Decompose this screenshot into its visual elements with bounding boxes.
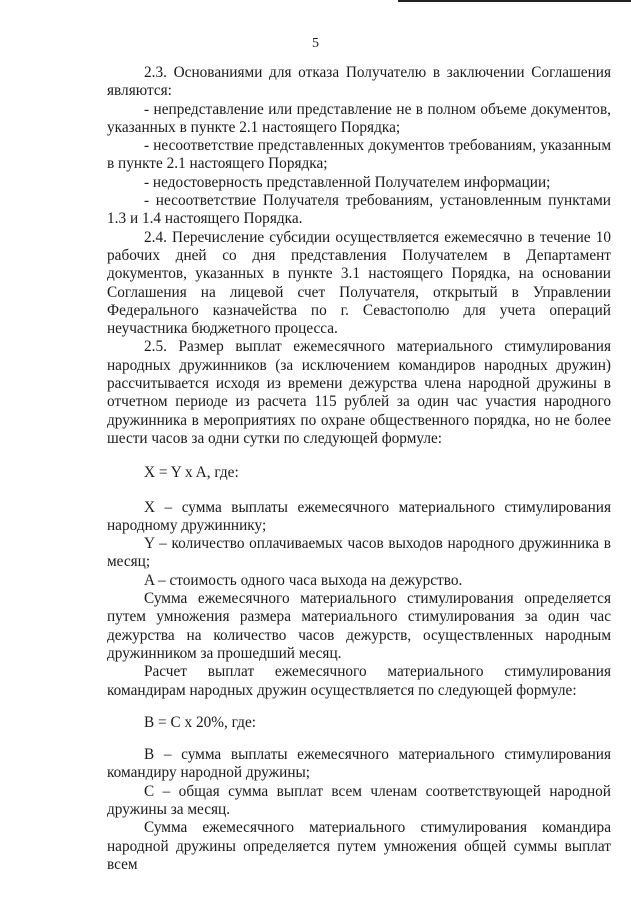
list-item: - недостоверность представленной Получателем информации; xyxy=(144,173,551,191)
paragraph: Сумма ежемесячного материального стимулирования определяется путем умножения размера материального стимулирования за один час дежурства на количество часов дежурств, осуществленных народным дружинником за прошедший месяц. xyxy=(107,590,611,662)
document-body xyxy=(107,64,611,874)
formula-definition-x: X – сумма выплаты ежемесячного материального стимулирования народному дружиннику; xyxy=(107,498,611,534)
paragraph-2-5: 2.5. Размер выплат ежемесячного материального стимулирования народных дружинников (за исключением командиров народных дружин) рассчитывается исходя из времени дежурства члена народной дружины в отчетном периоде из расчета 115 рублей за один час участия народного дружинника в мероприятиях по охране общественного порядка, но не более шести часов за одни сутки по следующей формуле: xyxy=(107,338,611,447)
list-item: - непредставление или представление не в полном объеме документов, указанных в пункте 2.1 настоящего Порядка; xyxy=(107,100,611,136)
paragraph: Сумма ежемесячного материального стимулирования командира народной дружины определяется путем умножения общей суммы выплат всем xyxy=(107,819,611,873)
formula-x: X = Y x A, где: xyxy=(144,464,239,482)
paragraph-2-3: 2.3. Основаниями для отказа Получателю в заключении Соглашения являются: xyxy=(107,64,611,100)
formula-definition-a: A – стоимость одного часа выхода на дежурство. xyxy=(144,571,463,589)
paragraph-2-4: 2.4. Перечисление субсидии осуществляется ежемесячно в течение 10 рабочих дней со дня представления Получателем в Департамент документов, указанных в пункте 3.1 настоящего Порядка, на основании Соглашения на лицевой счет Получателя, открытый в Управлении Федерального казначейства по г. Севастополю для учета операций неучастника бюджетного процесса. xyxy=(107,228,611,338)
list-item: - несоответствие Получателя требованиям, установленным пунктами 1.3 и 1.4 настоящего Порядка. xyxy=(107,192,611,228)
formula-definition-y: Y – количество оплачиваемых часов выходов народного дружинника в месяц; xyxy=(107,535,611,571)
formula-definition-c: C – общая сумма выплат всем членам соответствующей народной дружины за месяц. xyxy=(107,782,611,818)
list-item: - несоответствие представленных документов требованиям, указанным в пункте 2.1 настоящего Порядка; xyxy=(107,137,611,173)
formula-b: B = C x 20%, где: xyxy=(144,713,257,731)
formula-definition-b: B – сумма выплаты ежемесячного материального стимулирования командиру народной дружины; xyxy=(107,746,611,782)
page-number: 5 xyxy=(312,36,319,51)
paragraph: Расчет выплат ежемесячного материального стимулирования командирам народных дружин осуществляется по следующей формуле: xyxy=(107,663,611,699)
top-edge-line xyxy=(398,0,631,2)
